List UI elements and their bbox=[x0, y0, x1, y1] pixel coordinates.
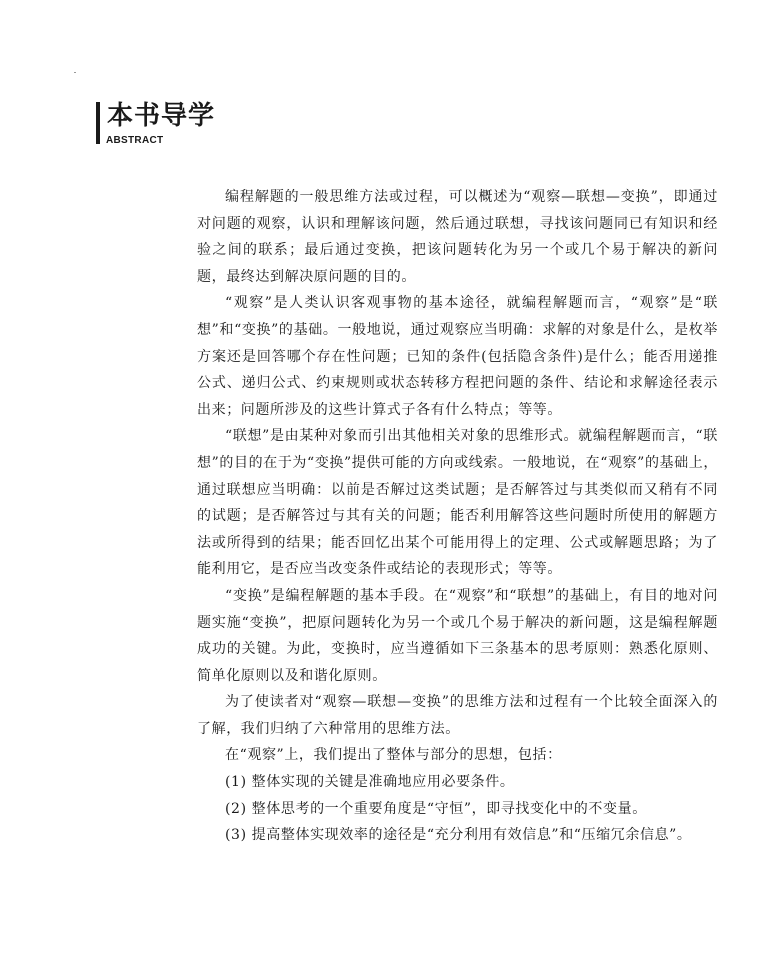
list-item: (3) 提高整体实现效率的途径是“充分利用有效信息”和“压缩冗余信息”。 bbox=[225, 827, 692, 844]
stray-mark bbox=[74, 72, 76, 73]
page-title: 本书导学 bbox=[107, 101, 216, 131]
section-header bbox=[96, 100, 296, 150]
paragraph: “联想”是由某种对象而引出其他相关对象的思维形式。就编程解题而言，“联想”的目的在于为“变换”提供可能的方向或线索。一般地说，在“观察”的基础上，通过联想应当明确：以前是否解过这类试题；是否解答过与其类似而又稍有不同的试题；是否解答过与其有关的问题；能否利用解答这些问题时所使用的解题方法或所得到的结果；能否回忆出某个可能用得上的定理、公式或解题思路；为了能利用它，是否应当改变条件或结论的表现形式；等等。 bbox=[197, 428, 718, 578]
paragraph: “变换”是编程解题的基本手段。在“观察”和“联想”的基础上，有目的地对问题实施“变换”，把原问题转化为另一个或几个易于解决的新问题，这是编程解题成功的关键。为此，变换时，应当遵循如下三条基本的思考原则：熟悉化原则、简单化原则以及和谐化原则。 bbox=[197, 587, 718, 684]
paragraph: 编程解题的一般思维方法或过程，可以概述为“观察—联想—变换”，即通过对问题的观察，认识和理解该问题，然后通过联想，寻找该问题同已有知识和经验之间的联系；最后通过变换，把该问题转化为另一个或几个易于解决的新问题，最终达到解决原问题的目的。 bbox=[197, 189, 718, 285]
paragraph: “观察”是人类认识客观事物的基本途径，就编程解题而言，“观察”是“联想”和“变换”的基础。一般地说，通过观察应当明确：求解的对象是什么，是枚举方案还是回答哪个存在性问题；已知的条件(包括隐含条件)是什么；能否用递推公式、递归公式、约束规则或状态转移方程把问题的条件、结论和求解途径表示出来；问题所涉及的这些计算式子各有什么特点；等等。 bbox=[197, 295, 718, 418]
paragraph: 为了使读者对“观察—联想—变换”的思维方法和过程有一个比较全面深入的了解，我们归纳了六种常用的思维方法。 bbox=[197, 694, 718, 737]
list-item: (2) 整体思考的一个重要角度是“守恒”，即寻找变化中的不变量。 bbox=[225, 800, 647, 817]
paragraph: 在“观察”上，我们提出了整体与部分的思想，包括： bbox=[225, 747, 562, 764]
list-item: (1) 整体实现的关键是准确地应用必要条件。 bbox=[225, 774, 515, 791]
header-bar bbox=[96, 102, 100, 144]
body-text bbox=[197, 184, 718, 849]
page-subtitle: ABSTRACT bbox=[106, 135, 164, 146]
